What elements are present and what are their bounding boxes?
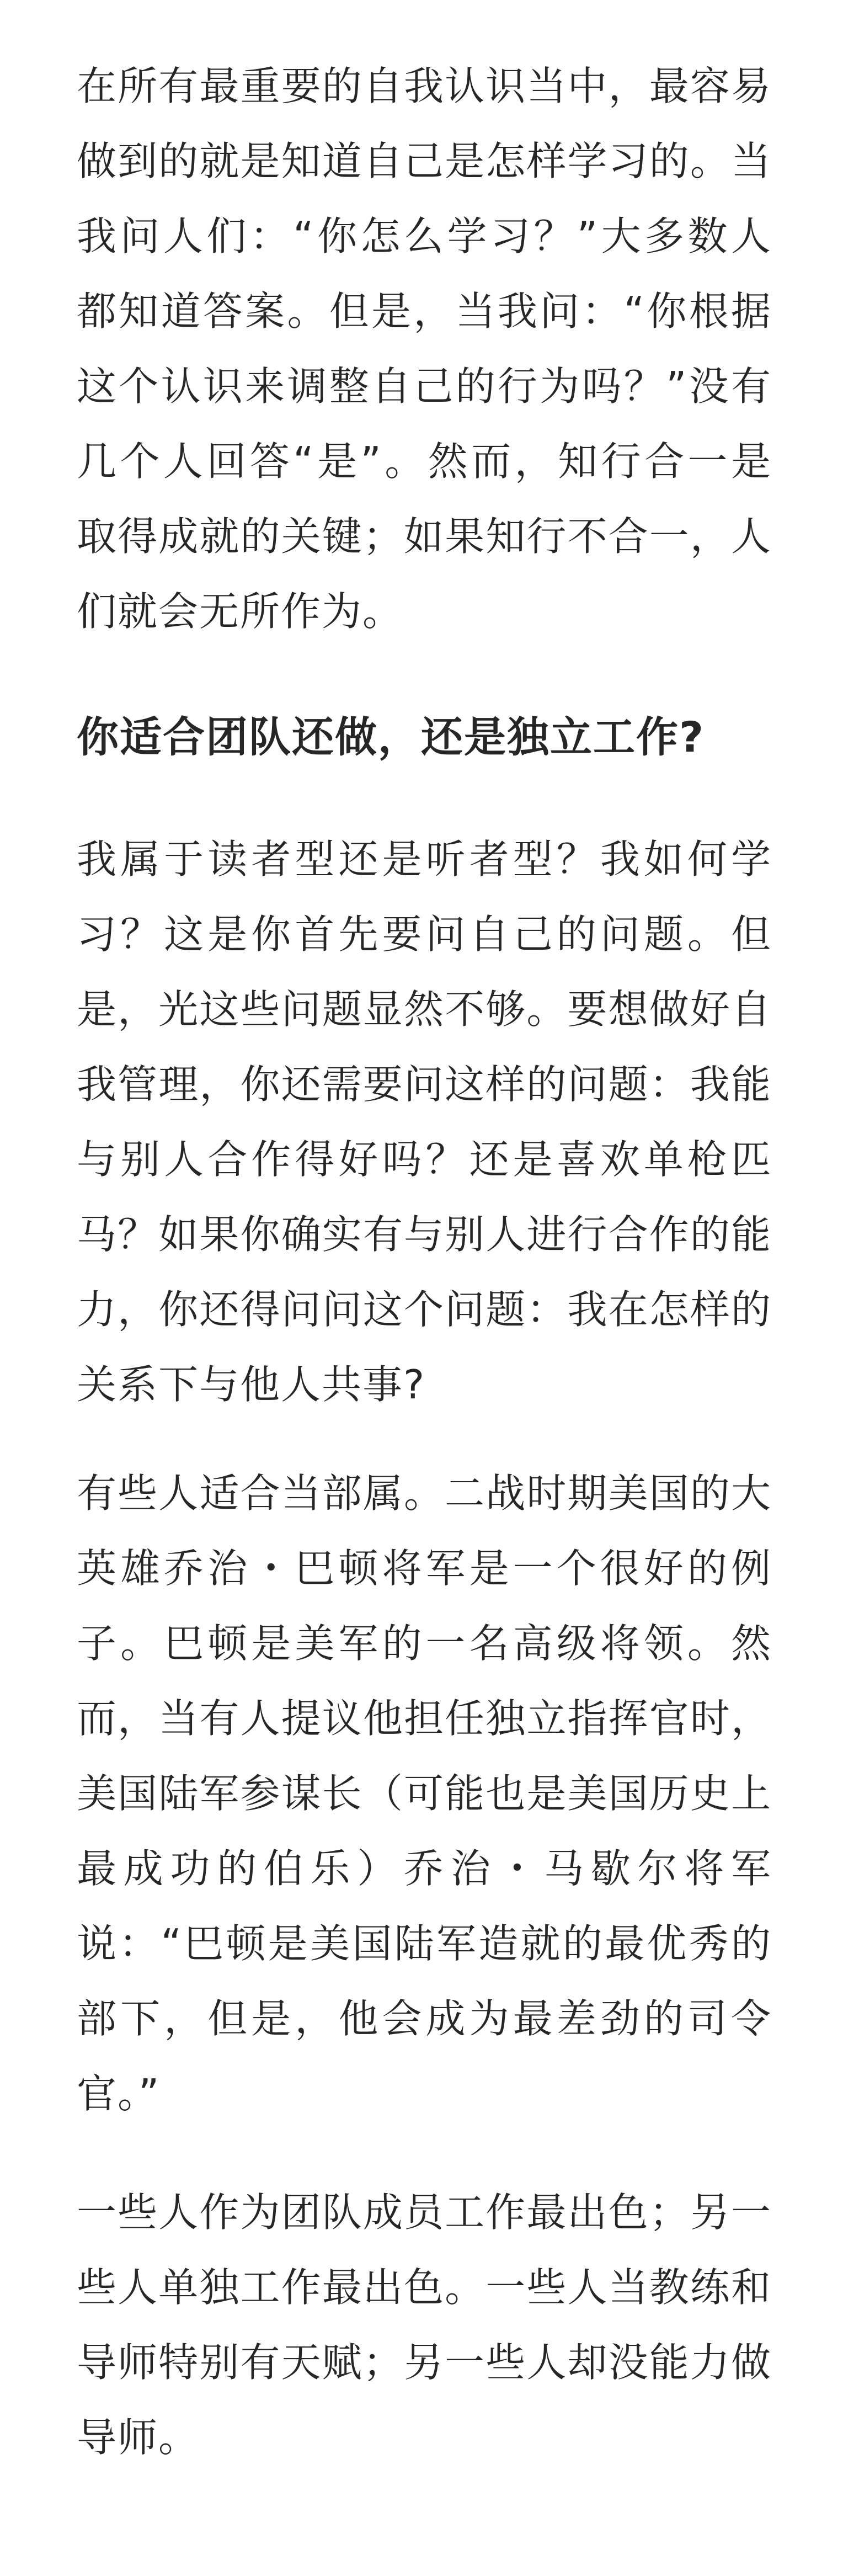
paragraph-self-knowledge: 在所有最重要的自我认识当中，最容易做到的就是知道自己是怎样学习的。当我问人们：“你怎么学习？”大多数人都知道答案。但是，当我问：“你根据这个认识来调整自己的行为吗？”没有几个人回答“是”。然而，知行合一是取得成就的关键；如果知行不合一，人们就会无所作为。 [77,63,772,635]
paragraph-teamwork-questions: 我属于读者型还是听者型？我如何学习？这是你首先要问自己的问题。但是，光这些问题显然不够。要想做好自我管理，你还需要问这样的问题：我能与别人合作得好吗？还是喜欢单枪匹马？如果你确实有与别人进行合作的能力，你还得问问这个问题：我在怎样的关系下与他人共事? [77,836,772,1408]
section-heading: 你适合团队还做，还是独立工作? [77,712,705,762]
paragraph-patton-example: 有些人适合当部属。二战时期美国的大英雄乔治・巴顿将军是一个很好的例子。巴顿是美军的一名高级将领。然而，当有人提议他担任独立指挥官时，美国陆军参谋长（可能也是美国历史上最成功的伯乐）乔治・马歇尔将军说：“巴顿是美国陆军造就的最优秀的部下，但是，他会成为最差劲的司令官。” [77,1470,772,2117]
paragraph-work-styles: 一些人作为团队成员工作最出色；另一些人单独工作最出色。一些人当教练和导师特别有天赋；另一些人却没能力做导师。 [77,2189,772,2461]
